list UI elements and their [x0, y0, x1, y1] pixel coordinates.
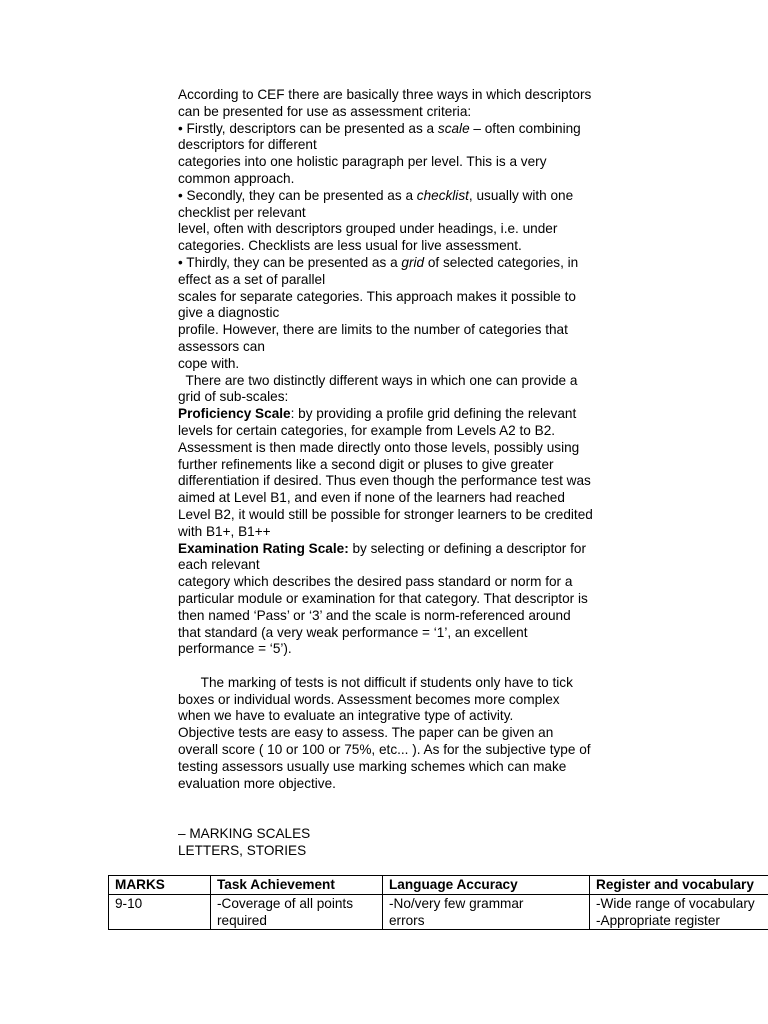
text-line: assessors can [178, 338, 265, 354]
text-line: each relevant [178, 557, 260, 573]
text-line: scales for separate categories. This approach makes it possible to [178, 288, 576, 304]
text-line: testing assessors usually use marking schemes which can make [178, 758, 567, 774]
text-line: particular module or examination for that category. That descriptor is [178, 590, 588, 606]
bullet-scale: • Firstly, descriptors can be presented as a scale – often combining [178, 120, 581, 136]
table-row [109, 895, 768, 930]
table-header-row [109, 876, 768, 895]
header-marks: MARKS [109, 876, 211, 895]
examination-rating-scale-line: Examination Rating Scale: by selecting or defining a descriptor for [178, 540, 586, 556]
text-line: then named ‘Pass’ or ‘3’ and the scale is norm-referenced around [178, 607, 571, 623]
emphasis-checklist: checklist [416, 187, 469, 203]
text-line: effect as a set of parallel [178, 271, 326, 287]
examination-rating-scale-term: Examination Rating Scale: [178, 540, 349, 556]
text-line: Assessment is then made directly onto those levels, possibly using [178, 439, 580, 455]
marking-scale-table [108, 875, 768, 930]
text-line: common approach. [178, 170, 295, 186]
proficiency-scale-line: Proficiency Scale: by providing a profile grid defining the relevant [178, 406, 577, 422]
text-line: Level B2, it would still be possible for stronger learners to be credited [178, 506, 593, 522]
text-line: Objective tests are easy to assess. The paper can be given an [178, 725, 554, 741]
text-line: descriptors for different [178, 137, 317, 153]
header-task-achievement: Task Achievement [211, 876, 383, 895]
proficiency-scale-term: Proficiency Scale [178, 406, 291, 422]
text-line: checklist per relevant [178, 204, 306, 220]
text-line: levels for certain categories, for example from Levels A2 to B2. [178, 422, 556, 438]
text-line: level, often with descriptors grouped under headings, i.e. under [178, 221, 558, 237]
text-line: categories into one holistic paragraph per level. This is a very [178, 154, 547, 170]
document-body [178, 87, 658, 860]
paragraph-spacer [178, 658, 658, 675]
emphasis-scale: scale [437, 120, 470, 136]
marking-table-wrapper [108, 875, 768, 930]
bullet-icon: • [178, 120, 183, 136]
text-line: performance = ‘5’). [178, 641, 292, 657]
text-line: category which describes the desired pass standard or norm for a [178, 574, 573, 590]
section-spacer [178, 792, 658, 826]
header-register-vocabulary: Register and vocabulary [590, 876, 768, 895]
text-line: boxes or individual words. Assessment becomes more complex [178, 691, 560, 707]
bullet-icon: • [178, 254, 183, 270]
cell-register-vocabulary: -Wide range of vocabulary -Appropriate register [590, 895, 768, 930]
text-line: with B1+, B1++ [178, 523, 271, 539]
section-subheading: LETTERS, STORIES [178, 842, 307, 858]
text-line: aimed at Level B1, and even if none of the learners had reached [178, 490, 565, 506]
text-line: give a diagnostic [178, 305, 280, 321]
text-line: that standard (a very weak performance = ‘1’, an excellent [178, 624, 528, 640]
text-line: categories. Checklists are less usual for live assessment. [178, 238, 522, 254]
text-line: evaluation more objective. [178, 775, 336, 791]
bullet-grid: • Thirdly, they can be presented as a grid of selected categories, in [178, 254, 579, 270]
text-line: There are two distinctly different ways in which one can provide a [178, 372, 578, 388]
text-line: when we have to evaluate an integrative type of activity. [178, 708, 514, 724]
text-line: differentiation if desired. Thus even though the performance test was [178, 473, 591, 489]
text-line: cope with. [178, 355, 240, 371]
section-heading: – MARKING SCALES [178, 826, 311, 842]
text-line: further refinements like a second digit or pluses to give greater [178, 456, 554, 472]
cell-language-accuracy: -No/very few grammar errors [383, 895, 590, 930]
text-line: can be presented for use as assessment criteria: [178, 103, 472, 119]
text-line: According to CEF there are basically three ways in which descriptors [178, 87, 592, 102]
text-line: overall score ( 10 or 100 or 75%, etc... ). As for the subjective type of [178, 742, 591, 758]
cell-task-achievement: -Coverage of all points required [211, 895, 383, 930]
bullet-checklist: • Secondly, they can be presented as a checklist, usually with one [178, 187, 574, 203]
emphasis-grid: grid [401, 254, 425, 270]
header-language-accuracy: Language Accuracy [383, 876, 590, 895]
text-line: profile. However, there are limits to the number of categories that [178, 322, 568, 338]
text-line: The marking of tests is not difficult if students only have to tick [178, 674, 573, 690]
text-line: grid of sub-scales: [178, 389, 289, 405]
cell-marks: 9-10 [109, 895, 211, 930]
bullet-icon: • [178, 187, 183, 203]
